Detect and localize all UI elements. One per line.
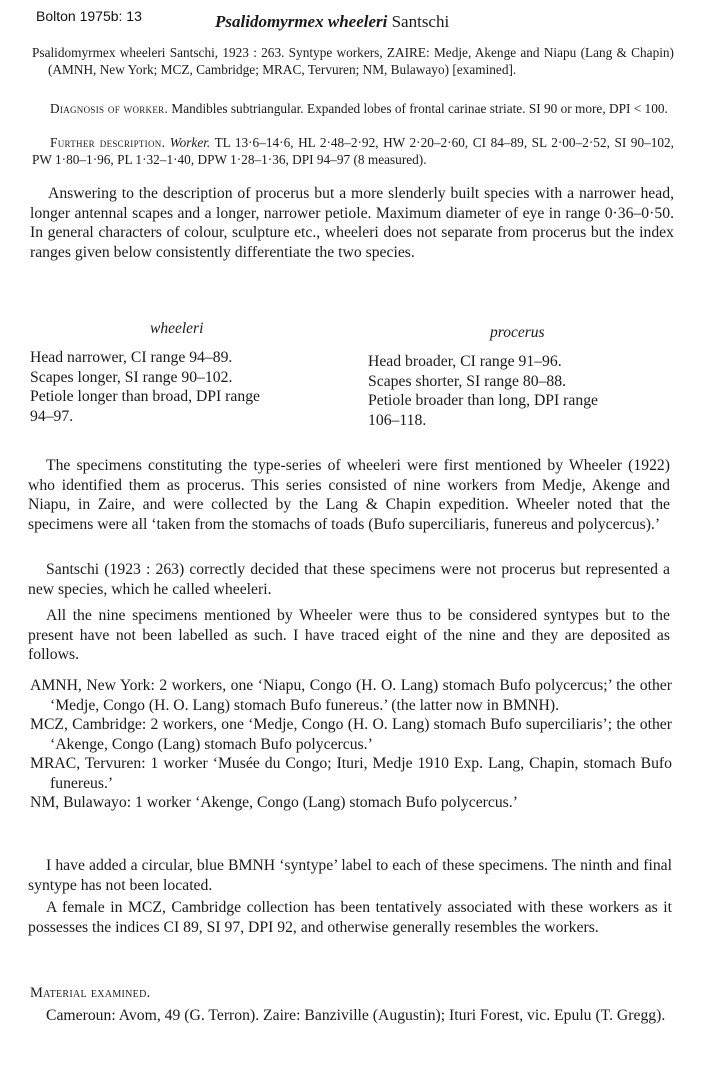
right-line: Petiole broader than long, DPI range	[368, 392, 599, 409]
source-tag: Bolton 1975b: 13	[36, 8, 142, 24]
left-comparison-list	[30, 348, 350, 426]
deposits-list	[30, 676, 672, 813]
deposit-entry: NM, Bulawayo: 1 worker ‘Akenge, Congo (Lang) stomach Bufo polycercus.’	[30, 794, 518, 811]
diagnosis-heading: Diagnosis of worker.	[50, 101, 169, 116]
intro-paragraph: Answering to the description of procerus but a more slenderly built species with a narrower head, longer antennal scapes and a longer, narrower petiole. Maximum diameter of eye in range 0·36–0·50. In general characters of colour, sculpture etc., wheeleri does not separate from procerus but the index ranges given below consistently differentiate the two species.	[30, 185, 674, 261]
species-author: Santschi	[391, 12, 450, 31]
material-heading: Material examined.	[30, 985, 151, 1001]
syntypes-paragraph: All the nine specimens mentioned by Wheeler were thus to be considered syntypes but to the present have not been labelled as such. I have traced eight of the nine and they are deposited as follows.	[28, 607, 670, 663]
deposit-entry: MRAC, Tervuren: 1 worker ‘Musée du Congo; Ituri, Medje 1910 Exp. Lang, Chapin, stomach Bufo funereus.’	[30, 755, 672, 792]
left-line: Head narrower, CI range 94–89.	[30, 349, 233, 366]
synonymy-text: Psalidomyrmex wheeleri Santschi, 1923 : 263. Syntype workers, ZAIRE: Medje, Akenge and Niapu (Lang & Chapin) (AMNH, New York; MCZ, Cambridge; MRAC, Tervuren; NM, Bulawayo) [examined].	[32, 45, 674, 77]
type-series-paragraph: The specimens constituting the type-series of wheeleri were first mentioned by Wheeler (1922) who identified them as procerus. This series consisted of nine workers from Medje, Akenge and Niapu, in Zaire, and were collected by the Lang & Chapin expedition. Wheeler noted that the specimens were all ‘taken from the stomachs of toads (Bufo superciliaris, funereus and polycercus).’	[28, 457, 670, 533]
further-description-heading: Further description.	[50, 135, 166, 150]
material-text: Cameroun: Avom, 49 (G. Terron). Zaire: Banziville (Augustin); Ituri Forest, vic. Epulu (T. Gregg).	[46, 1007, 666, 1024]
female-paragraph: A female in MCZ, Cambridge collection has been tentatively associated with these workers as it possesses the indices CI 89, SI 97, DPI 92, and otherwise generally resembles the workers.	[28, 899, 672, 936]
further-description	[32, 134, 674, 168]
left-line: Petiole longer than broad, DPI range	[30, 388, 261, 405]
right-line: 106–118.	[368, 411, 427, 429]
synonymy	[32, 44, 674, 78]
left-line: Scapes longer, SI range 90–102.	[30, 368, 233, 386]
right-line: Head broader, CI range 91–96.	[368, 353, 562, 370]
label-paragraph: I have added a circular, blue BMNH ‘syntype’ label to each of these specimens. The ninth and final syntype has not been located.	[28, 857, 672, 894]
santschi-paragraph: Santschi (1923 : 263) correctly decided that these specimens were not procerus but represented a new species, which he called wheeleri.	[28, 561, 670, 598]
further-description-caste: Worker.	[169, 135, 211, 150]
left-column-heading: wheeleri	[150, 320, 204, 337]
right-line: Scapes shorter, SI range 80–88.	[368, 372, 567, 390]
species-name: Psalidomyrmex wheeleri	[215, 12, 388, 31]
deposit-entry: AMNH, New York: 2 workers, one ‘Niapu, Congo (H. O. Lang) stomach Bufo polycercus;’ the other ‘Medje, Congo (H. O. Lang) stomach Bufo funereus.’ (the latter now in BMNH).	[30, 677, 672, 714]
diagnosis	[32, 100, 674, 117]
diagnosis-text: Mandibles subtriangular. Expanded lobes of frontal carinae striate. SI 90 or more, DPI < 100.	[171, 101, 668, 116]
deposit-entry: MCZ, Cambridge: 2 workers, one ‘Medje, Congo (H. O. Lang) stomach Bufo superciliaris’; the other ‘Akenge, Congo (Lang) stomach Bufo polycercus.’	[30, 716, 672, 753]
right-comparison-list	[368, 352, 678, 430]
page-title	[215, 12, 449, 32]
further-description-text: TL 13·6–14·6, HL 2·48–2·92, HW 2·20–2·60, CI 84–89, SL 2·00–2·52, SI 90–102, PW 1·80–1·96, PL 1·32–1·40, DPW 1·28–1·36, DPI 94–97 (8 measured).	[32, 135, 675, 167]
left-line: 94–97.	[30, 407, 74, 425]
right-column-heading: procerus	[490, 324, 545, 341]
